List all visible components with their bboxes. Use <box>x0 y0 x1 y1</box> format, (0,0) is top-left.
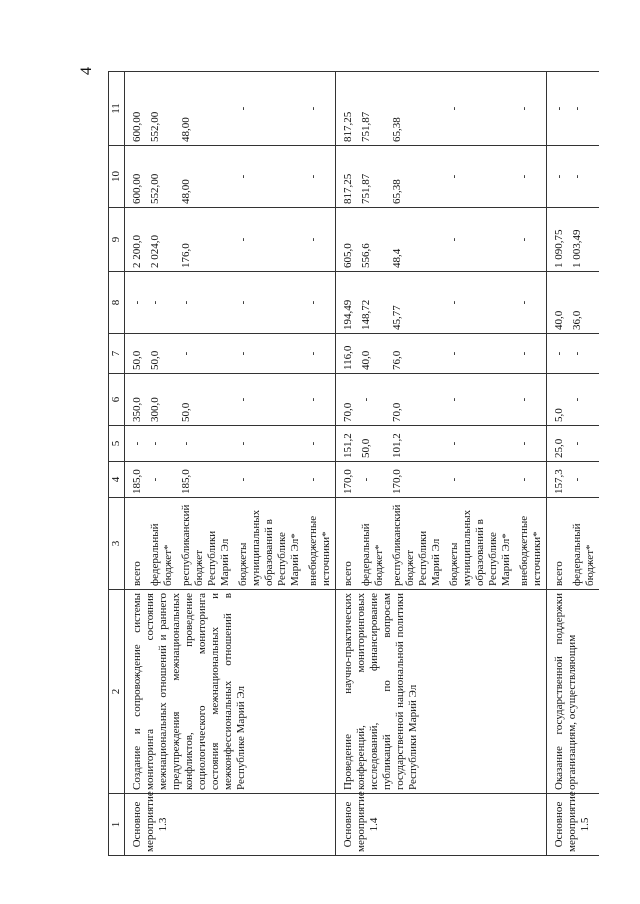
value-cell: - <box>234 334 304 374</box>
value-cell: 1 090,75 <box>547 208 569 272</box>
value-cell: 151,2 <box>336 426 358 462</box>
funding-source: всего <box>336 498 358 590</box>
value-cell: - <box>515 426 547 462</box>
value-cell: 605,0 <box>336 208 358 272</box>
value-cell: - <box>234 462 304 498</box>
value-cell: - <box>445 334 515 374</box>
measure-description: Создание и сопровождение системы мониторинга состояния межнациональных отношений и раннего предупреждения межнациональных конфликтов, проведение социологического мониторинга состояния межнациональных и межконфессиональных отношений в Республике Марий Эл <box>125 590 336 794</box>
value-cell: 194,49 <box>336 272 358 334</box>
value-cell: - <box>515 462 547 498</box>
header-cell: 8 <box>109 272 125 334</box>
header-cell: 2 <box>109 590 125 794</box>
measure-description: Оказание государственной поддержки организациям, осуществляющим <box>547 590 600 794</box>
value-cell: - <box>234 146 304 208</box>
funding-source: федеральный бюджет* <box>568 498 599 590</box>
funding-source: всего <box>125 498 147 590</box>
value-cell: 50,0 <box>125 334 147 374</box>
value-cell: 350,0 <box>125 374 147 426</box>
page-number: 4 <box>78 67 95 75</box>
value-cell: - <box>445 374 515 426</box>
value-cell: - <box>304 72 336 146</box>
table-row <box>336 72 358 856</box>
measure-code: Основное мероприятие 1.3 <box>125 794 336 856</box>
value-cell: 751,87 <box>357 72 388 146</box>
value-cell: 600,00 <box>125 72 147 146</box>
value-cell: - <box>568 72 599 146</box>
header-cell: 9 <box>109 208 125 272</box>
value-cell: 2 024,0 <box>146 208 177 272</box>
value-cell: - <box>177 426 234 462</box>
value-cell: 552,00 <box>146 146 177 208</box>
value-cell: - <box>357 462 388 498</box>
funding-source: внебюджетные источники* <box>515 498 547 590</box>
value-cell: 817,25 <box>336 146 358 208</box>
funding-source: бюджеты муниципальных образований в Республике Марий Эл* <box>234 498 304 590</box>
value-cell: - <box>568 146 599 208</box>
value-cell: 70,0 <box>336 374 358 426</box>
value-cell: - <box>146 462 177 498</box>
value-cell: - <box>568 374 599 426</box>
value-cell: - <box>445 462 515 498</box>
measure-code: Основное мероприятие 1.5 <box>547 794 600 856</box>
value-cell: 185,0 <box>177 462 234 498</box>
value-cell: - <box>547 146 569 208</box>
value-cell: - <box>515 334 547 374</box>
value-cell: - <box>146 426 177 462</box>
funding-source: федеральный бюджет* <box>146 498 177 590</box>
header-row <box>109 72 125 856</box>
value-cell: - <box>234 272 304 334</box>
value-cell: 48,4 <box>388 208 445 272</box>
budget-table <box>108 71 599 856</box>
value-cell: 2 200,0 <box>125 208 147 272</box>
value-cell: - <box>304 462 336 498</box>
value-cell: - <box>515 208 547 272</box>
value-cell: - <box>547 72 569 146</box>
value-cell: 556,6 <box>357 208 388 272</box>
value-cell: - <box>515 72 547 146</box>
header-cell: 1 <box>109 794 125 856</box>
value-cell: - <box>234 426 304 462</box>
funding-source: бюджеты муниципальных образований в Республике Марий Эл* <box>445 498 515 590</box>
funding-source: республиканский бюджет Республики Марий Эл <box>388 498 445 590</box>
value-cell: - <box>547 334 569 374</box>
value-cell: - <box>125 426 147 462</box>
value-cell: 300,0 <box>146 374 177 426</box>
header-cell: 7 <box>109 334 125 374</box>
value-cell: - <box>357 374 388 426</box>
value-cell: 1 003,49 <box>568 208 599 272</box>
value-cell: - <box>304 426 336 462</box>
value-cell: 176,0 <box>177 208 234 272</box>
value-cell: 45,77 <box>388 272 445 334</box>
value-cell: 5,0 <box>547 374 569 426</box>
header-cell: 11 <box>109 72 125 146</box>
value-cell: 36,0 <box>568 272 599 334</box>
value-cell: 48,00 <box>177 72 234 146</box>
funding-source: федеральный бюджет* <box>357 498 388 590</box>
value-cell: 157,3 <box>547 462 569 498</box>
header-cell: 5 <box>109 426 125 462</box>
value-cell: 600,00 <box>125 146 147 208</box>
value-cell: - <box>234 72 304 146</box>
value-cell: 170,0 <box>388 462 445 498</box>
value-cell: 185,0 <box>125 462 147 498</box>
value-cell: - <box>445 208 515 272</box>
value-cell: - <box>304 334 336 374</box>
value-cell: 65,38 <box>388 72 445 146</box>
value-cell: 65,38 <box>388 146 445 208</box>
value-cell: 50,0 <box>177 374 234 426</box>
value-cell: - <box>125 272 147 334</box>
value-cell: 50,0 <box>357 426 388 462</box>
value-cell: - <box>515 272 547 334</box>
value-cell: 40,0 <box>357 334 388 374</box>
value-cell: - <box>445 146 515 208</box>
value-cell: - <box>304 146 336 208</box>
value-cell: 76,0 <box>388 334 445 374</box>
value-cell: 552,00 <box>146 72 177 146</box>
value-cell: 817,25 <box>336 72 358 146</box>
table-row <box>547 72 569 856</box>
value-cell: - <box>515 146 547 208</box>
value-cell: 148,72 <box>357 272 388 334</box>
header-cell: 3 <box>109 498 125 590</box>
value-cell: - <box>304 272 336 334</box>
value-cell: 25,0 <box>547 426 569 462</box>
value-cell: - <box>568 334 599 374</box>
header-cell: 4 <box>109 462 125 498</box>
value-cell: - <box>177 334 234 374</box>
value-cell: - <box>304 208 336 272</box>
value-cell: - <box>445 272 515 334</box>
value-cell: 101,2 <box>388 426 445 462</box>
value-cell: - <box>146 272 177 334</box>
value-cell: 751,87 <box>357 146 388 208</box>
header-cell: 6 <box>109 374 125 426</box>
value-cell: - <box>304 374 336 426</box>
value-cell: - <box>445 72 515 146</box>
value-cell: - <box>177 272 234 334</box>
value-cell: - <box>234 374 304 426</box>
value-cell: 50,0 <box>146 334 177 374</box>
table-row <box>125 72 147 856</box>
value-cell: 70,0 <box>388 374 445 426</box>
funding-source: республиканский бюджет Республики Марий Эл <box>177 498 234 590</box>
measure-description: Проведение научно-практических конференций, мониторинговых исследований, финансирование публикаций по вопросам государственной национальной политики Республики Марий Эл <box>336 590 547 794</box>
rotated-table-container <box>108 72 618 856</box>
value-cell: - <box>445 426 515 462</box>
funding-source: всего <box>547 498 569 590</box>
value-cell: 116,0 <box>336 334 358 374</box>
value-cell: - <box>515 374 547 426</box>
value-cell: - <box>568 426 599 462</box>
header-cell: 10 <box>109 146 125 208</box>
value-cell: - <box>568 462 599 498</box>
measure-code: Основное мероприятие 1.4 <box>336 794 547 856</box>
value-cell: - <box>234 208 304 272</box>
value-cell: 170,0 <box>336 462 358 498</box>
value-cell: 48,00 <box>177 146 234 208</box>
value-cell: 40,0 <box>547 272 569 334</box>
funding-source: внебюджетные источники* <box>304 498 336 590</box>
